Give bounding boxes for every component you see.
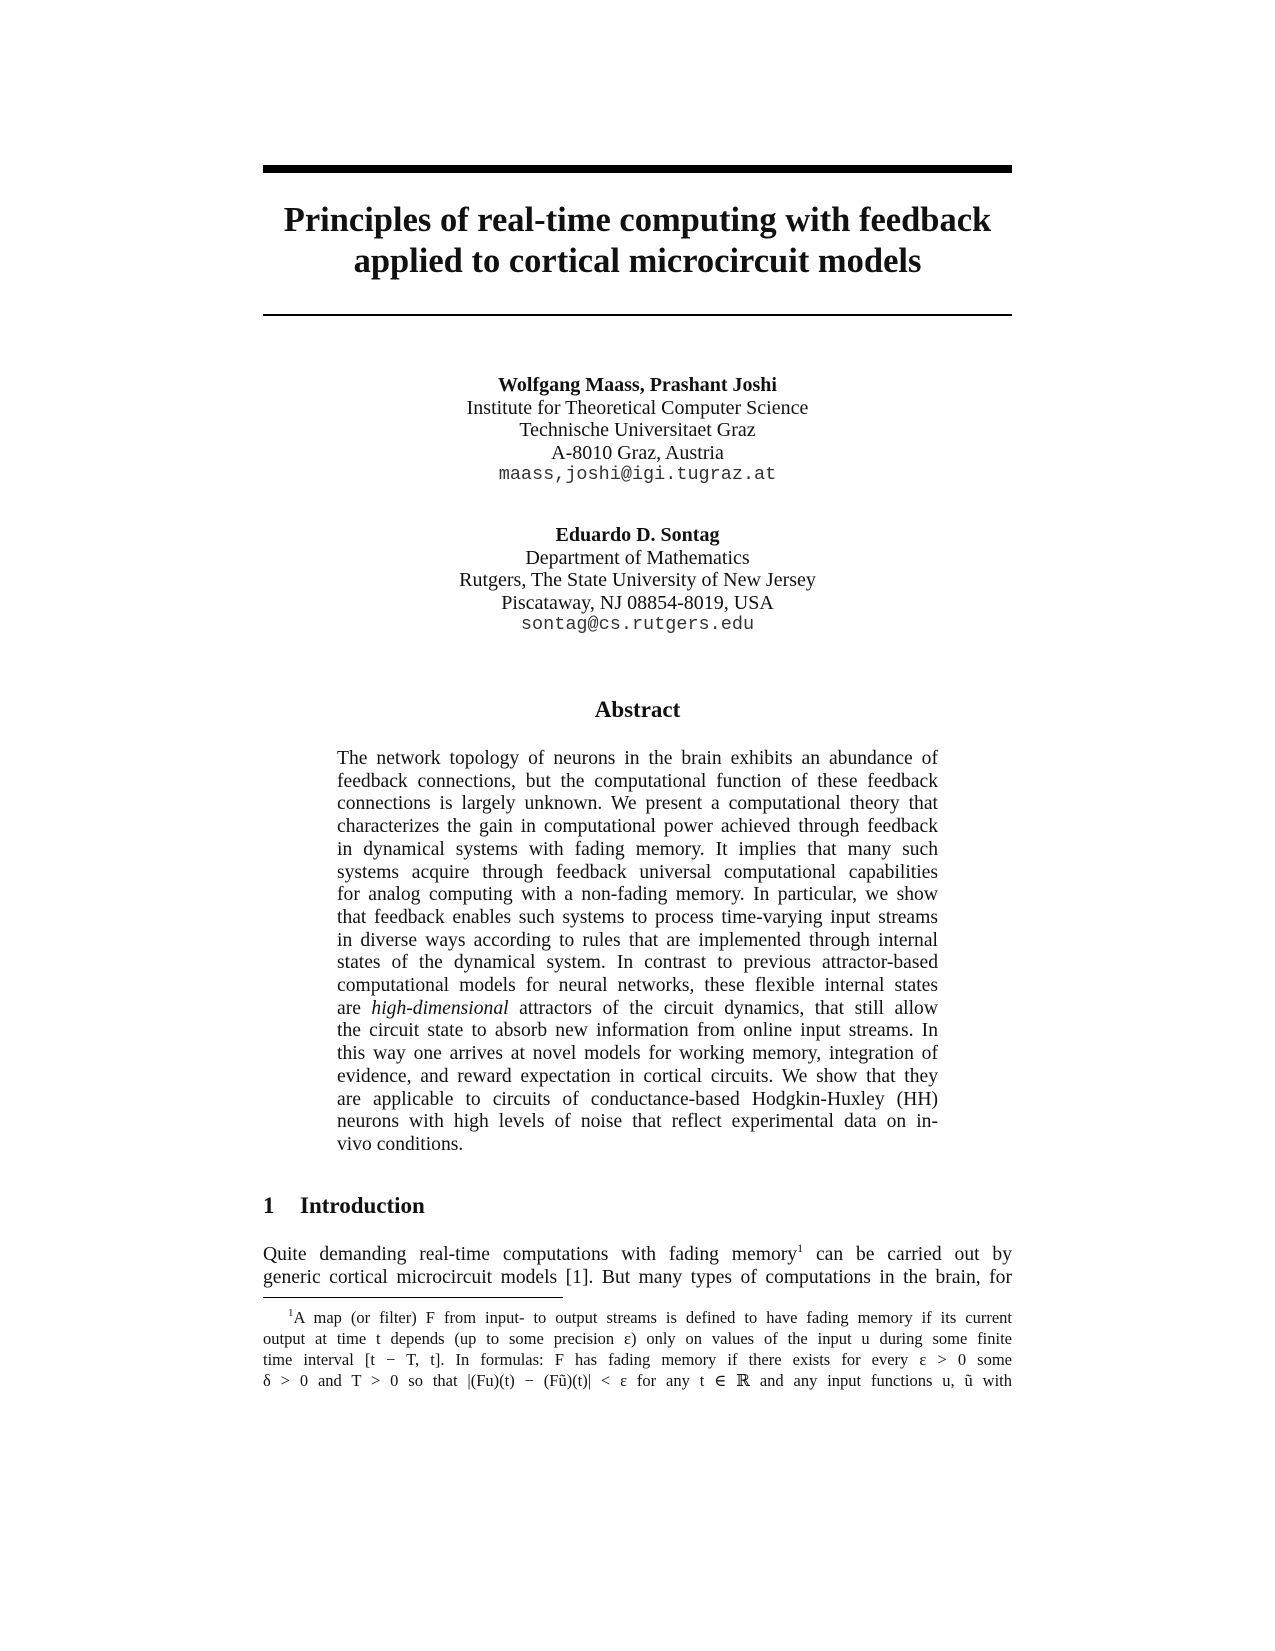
footnote-rule: [263, 1297, 563, 1298]
author-address: A-8010 Graz, Austria: [551, 441, 724, 464]
footnote-line: output at time t depends (up to some precision ε) only on values of the input u during some finite: [263, 1329, 1012, 1348]
abstract-line: evidence, and reward expectation in cortical circuits. We show that they: [337, 1065, 938, 1087]
author-address: Piscataway, NJ 08854-8019, USA: [501, 591, 774, 614]
footnote-number: 1: [288, 1307, 294, 1319]
abstract-line: in dynamical systems with fading memory. It implies that many such: [337, 838, 938, 860]
introduction-body: [263, 1243, 1012, 1289]
footnote-line: [263, 1307, 1012, 1328]
author-names: Wolfgang Maass, Prashant Joshi: [498, 374, 777, 396]
title-bottom-rule: [263, 314, 1012, 316]
abstract-line: feedback connections, but the computational function of these feedback: [337, 770, 938, 792]
section-number: 1: [263, 1193, 275, 1218]
intro-line: [263, 1243, 1012, 1266]
abstract-text: attractors of the circuit dynamics, that still allow: [519, 997, 939, 1019]
abstract-line: are applicable to circuits of conductance-based Hodgkin-Huxley (HH): [337, 1088, 938, 1110]
abstract-line: connections is largely unknown. We present a computational theory that: [337, 793, 938, 815]
footnote-line: δ > 0 and T > 0 so that |(Fu)(t) − (Fũ)(t)| < ε for any t ∈ ℝ and any input functions u, ũ with: [263, 1371, 1012, 1390]
section-heading-introduction: [263, 1193, 425, 1219]
intro-text: Quite demanding real-time computations with fading memory: [263, 1244, 798, 1265]
abstract-line: that feedback enables such systems to process time-varying input streams: [337, 906, 938, 928]
author-affiliation: Institute for Theoretical Computer Science: [466, 396, 809, 419]
author-email: sontag@cs.rutgers.edu: [520, 614, 755, 635]
author-institution: Technische Universitaet Graz: [519, 419, 756, 441]
footnote-1: [263, 1307, 1012, 1391]
intro-line: generic cortical microcircuit models [1]. But many types of computations in the brain, for: [263, 1267, 1012, 1288]
abstract-line: vivo conditions.: [337, 1133, 464, 1155]
author-institution: Rutgers, The State University of New Jersey: [459, 569, 816, 591]
abstract-line: [337, 998, 938, 1021]
title-line-2: applied to cortical microcircuit models: [353, 242, 922, 280]
abstract-line: in diverse ways according to rules that are implemented through internal: [337, 929, 938, 951]
abstract-line: neurons with high levels of noise that reflect experimental data on in-: [337, 1111, 938, 1133]
paper-title: [263, 200, 1012, 282]
abstract-heading: Abstract: [594, 697, 681, 722]
abstract-line: the circuit state to absorb new information from online input streams. In: [337, 1020, 938, 1042]
abstract-line: for analog computing with a non-fading memory. In particular, we show: [337, 884, 938, 906]
author-names: Eduardo D. Sontag: [555, 524, 720, 546]
footnote-line: time interval [t − T, t]. In formulas: F has fading memory if there exists for every ε > 0 some: [263, 1350, 1012, 1369]
intro-text: can be carried out by: [803, 1244, 1012, 1265]
footnote-marker[interactable]: 1: [797, 1241, 804, 1255]
author-block-2: [263, 524, 1012, 637]
abstract-line: characterizes the gain in computational power achieved through feedback: [337, 816, 938, 838]
abstract-line: systems acquire through feedback universal computational capabilities: [337, 861, 938, 883]
footnote-text: A map (or filter) F from input- to output streams is defined to have fading memory if its current: [293, 1308, 1012, 1327]
abstract-line: The network topology of neurons in the brain exhibits an abundance of: [337, 748, 938, 769]
abstract-line: states of the dynamical system. In contrast to previous attractor-based: [337, 952, 938, 974]
title-top-rule: [263, 165, 1012, 173]
abstract-line: computational models for neural networks, these flexible internal states: [337, 975, 938, 997]
title-line-1: Principles of real-time computing with feedback: [283, 201, 992, 239]
abstract-emphasis: high-dimensional: [371, 997, 509, 1019]
abstract-text: are: [337, 997, 361, 1019]
author-affiliation: Department of Mathematics: [525, 546, 750, 569]
abstract-line: this way one arrives at novel models for working memory, integration of: [337, 1043, 938, 1065]
author-email: maass,joshi@igi.tugraz.at: [498, 464, 777, 485]
author-block-1: [263, 374, 1012, 487]
abstract-body: [337, 748, 938, 1157]
section-title: Introduction: [300, 1193, 425, 1218]
